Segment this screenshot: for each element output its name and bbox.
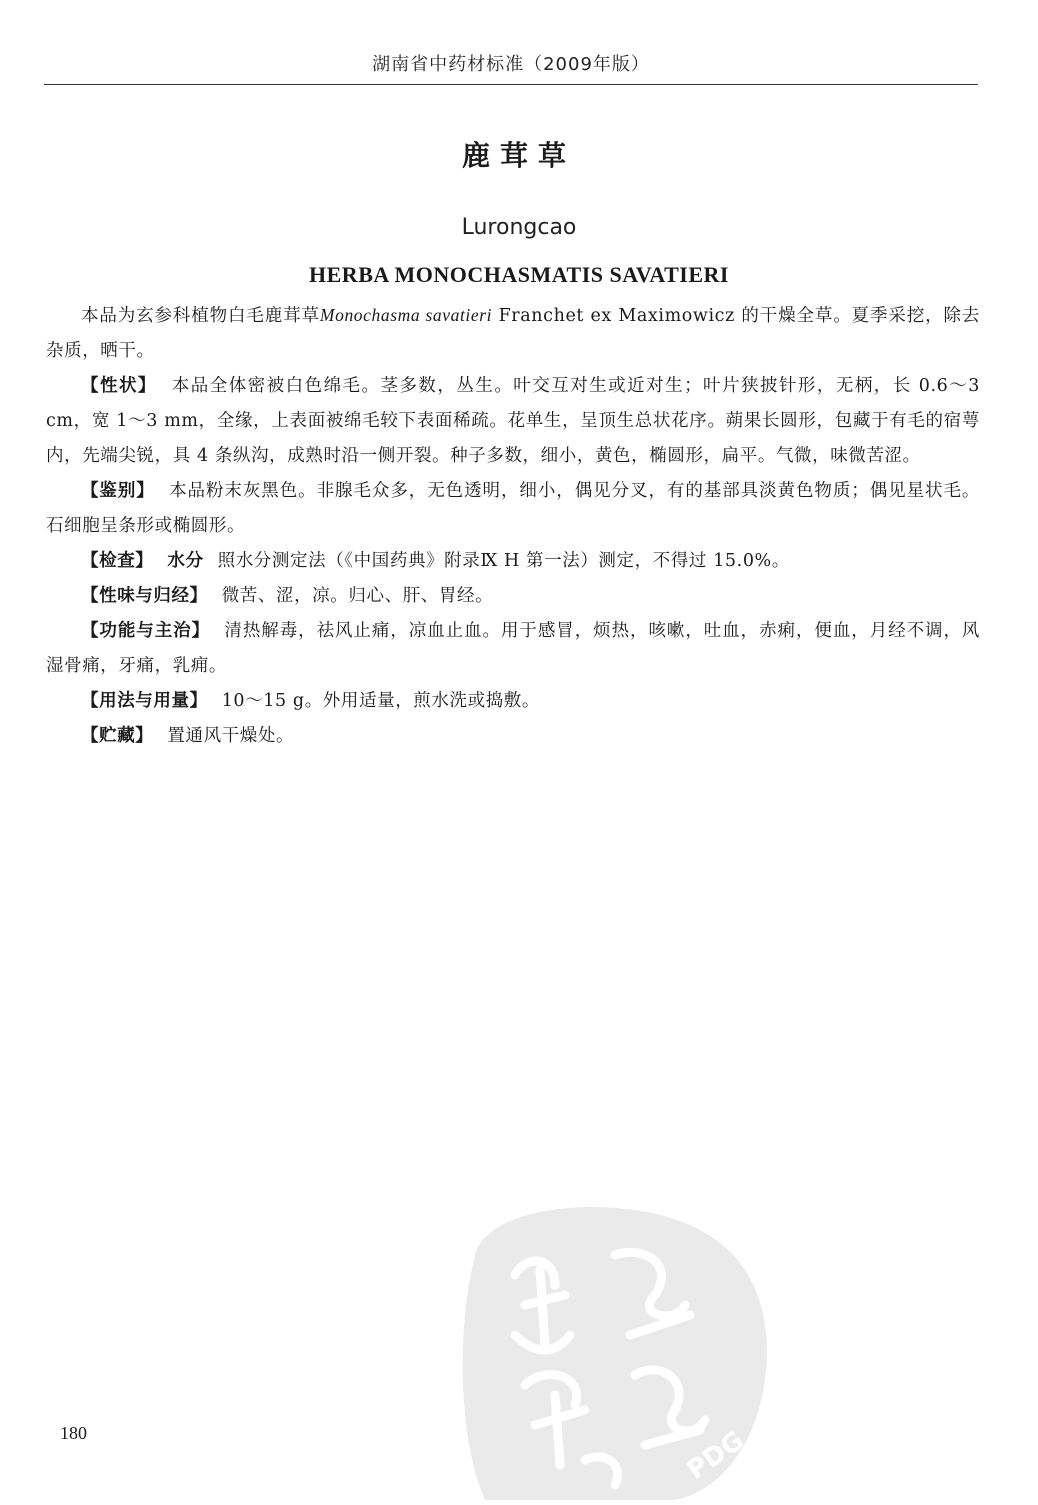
description-text: 本品全体密被白色绵毛。茎多数，丛生。叶交互对生或近对生；叶片狭披针形，无柄，长 0.6～3 cm，宽 1～3 mm，全缘，上表面被绵毛较下表面稀疏。花单生，呈顶生总状花序。蒴果长圆形，包藏于有毛的宿萼内，先端尖锐，具 4 条纵沟，成熟时沿一侧开裂。种子多数，细小，黄色，椭圆形，扁平。气微，味微苦涩。 [46, 376, 980, 466]
entry-latin-name: HERBA MONOCHASMATIS SAVATIERI [309, 262, 729, 287]
page-number: 180 [60, 1423, 87, 1443]
running-header: 湖南省中药材标准（2009年版） [372, 54, 650, 75]
inspection-label: 【检查】 [81, 551, 154, 571]
header-divider [44, 84, 978, 85]
intro-paragraph: 本品为玄参科植物白毛鹿茸草Monochasma savatieri Franchet ex Maximowicz 的干燥全草。夏季采挖，除去杂质，晒干。 [46, 305, 980, 361]
entry-pinyin: Lurongcao [461, 215, 577, 240]
entry-title: 鹿茸草 [461, 139, 576, 172]
storage-text: 置通风干燥处。 [167, 726, 295, 746]
dosage-text: 10～15 g。外用适量，煎水洗或捣敷。 [221, 691, 541, 711]
inspection-section [46, 544, 980, 579]
dosage-label: 【用法与用量】 [81, 691, 208, 711]
description-section [46, 369, 980, 474]
property-text: 微苦、涩，凉。归心、肝、胃经。 [221, 586, 494, 606]
function-text: 清热解毒，祛风止痛，凉血止血。用于感冒，烦热，咳嗽，吐血，赤痢，便血，月经不调，风湿骨痛，牙痛，乳痈。 [46, 621, 980, 676]
description-label: 【性状】 [81, 376, 157, 396]
inspection-text: 照水分测定法（《中国药典》附录Ⅸ H 第一法）测定，不得过 15.0%。 [217, 551, 790, 571]
property-label: 【性味与归经】 [81, 586, 208, 606]
identification-text: 本品粉末灰黑色。非腺毛众多，无色透明，细小，偶见分叉，有的基部具淡黄色物质；偶见星状毛。石细胞呈条形或椭圆形。 [46, 481, 980, 536]
dosage-section [46, 684, 980, 719]
entry-body [46, 298, 980, 754]
property-section [46, 579, 980, 614]
function-section [46, 614, 980, 684]
seal-watermark-icon [445, 1195, 775, 1505]
moisture-label: 水分 [167, 551, 204, 571]
species-name: Monochasma savatieri [319, 305, 493, 325]
seal-pdg-text: PDG [681, 1425, 750, 1486]
storage-section [46, 719, 980, 754]
identification-label: 【鉴别】 [81, 481, 155, 501]
identification-section [46, 474, 980, 544]
storage-label: 【贮藏】 [81, 726, 154, 746]
function-label: 【功能与主治】 [81, 621, 211, 641]
